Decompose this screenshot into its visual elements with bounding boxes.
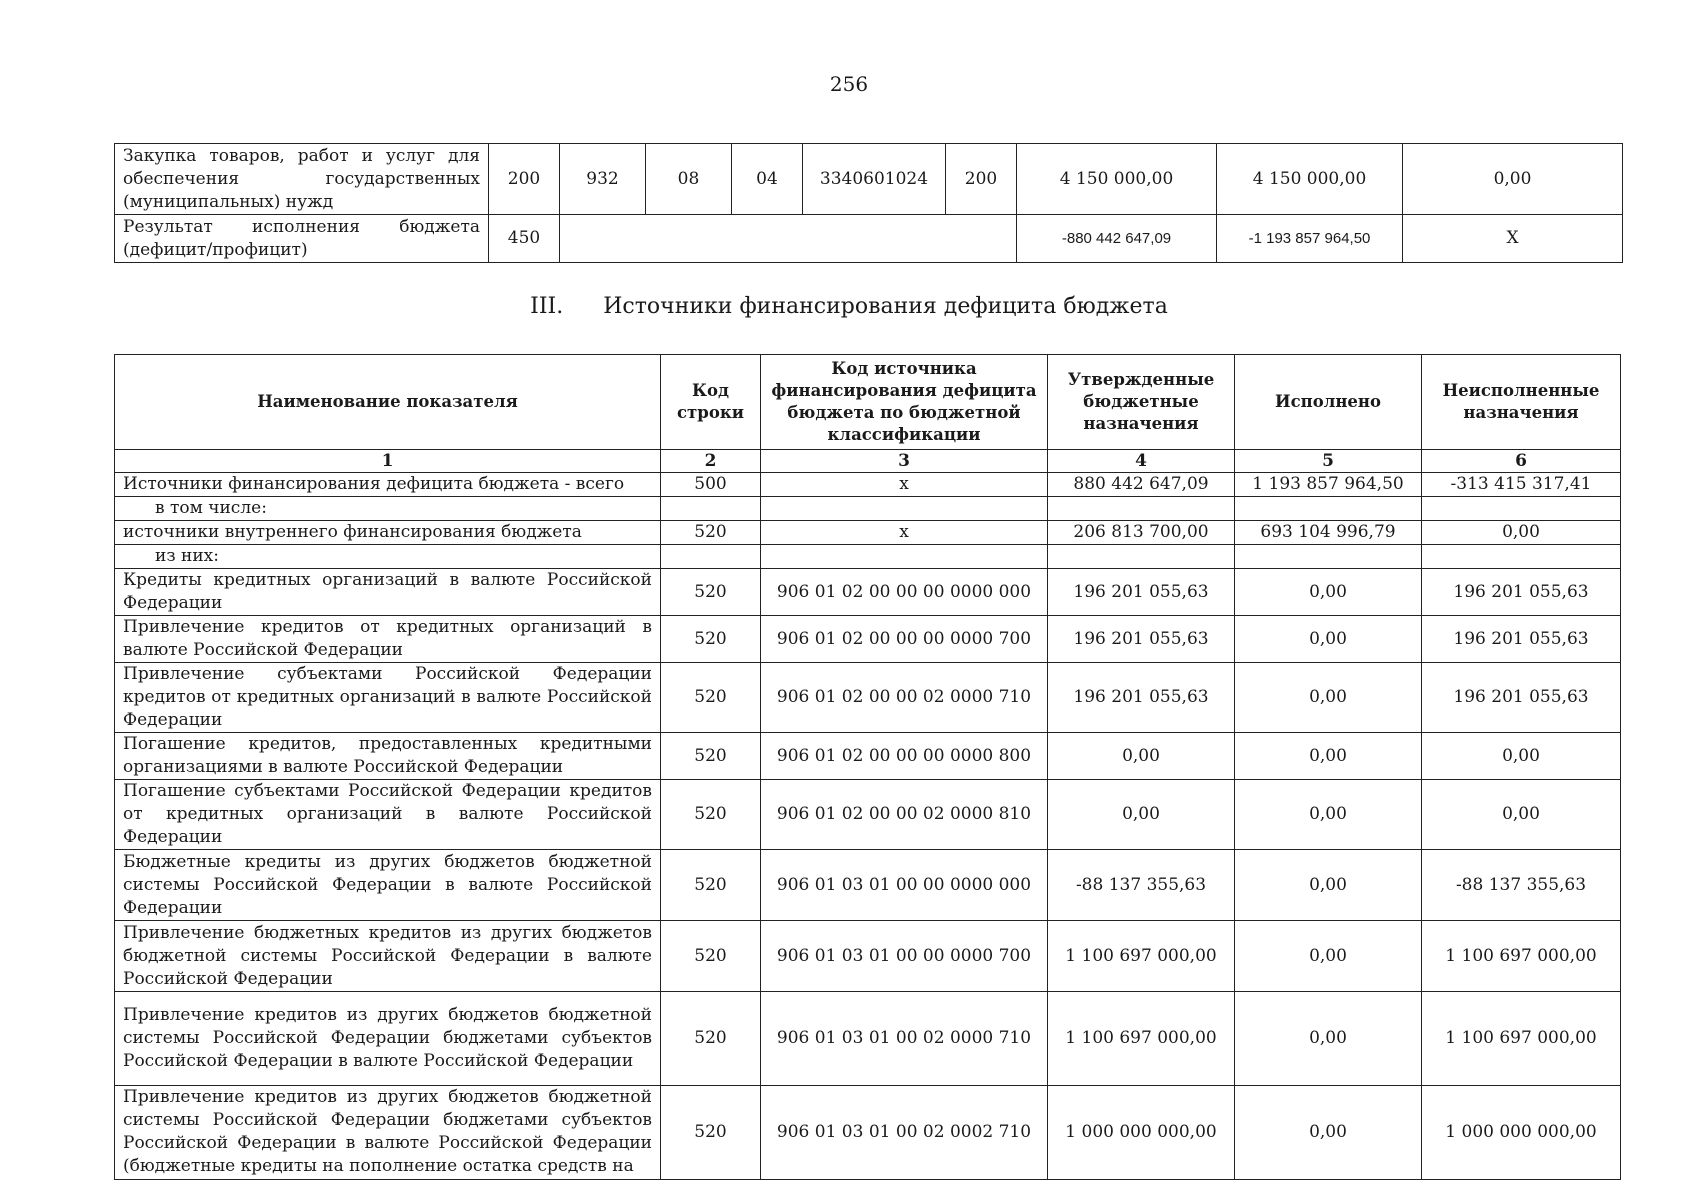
- column-index: 1: [115, 450, 661, 473]
- header-name: Наименование показателя: [115, 355, 661, 450]
- row-source-code: 906 01 02 00 00 02 0000 810: [761, 780, 1048, 850]
- column-index: 5: [1235, 450, 1422, 473]
- row-unexecuted: 1 100 697 000,00: [1422, 992, 1621, 1086]
- row-line-code: 520: [661, 616, 761, 663]
- row-name: Привлечение кредитов из других бюджетов бюджетной системы Российской Федерации бюджетами субъектов Российской Федерации в валюте Российской Федерации: [115, 992, 661, 1086]
- row-approved: 0,00: [1048, 780, 1235, 850]
- row-line-code: 520: [661, 569, 761, 616]
- row-unexecuted: 196 201 055,63: [1422, 569, 1621, 616]
- row-unexecuted: 0,00: [1422, 733, 1621, 780]
- header-executed: Исполнено: [1235, 355, 1422, 450]
- row-name: Бюджетные кредиты из других бюджетов бюджетной системы Российской Федерации в валюте Российской Федерации: [115, 850, 661, 921]
- section-number: III.: [530, 294, 564, 319]
- row-line-code: [661, 497, 761, 521]
- row-unexecuted: [1422, 545, 1621, 569]
- row-source-code: 906 01 02 00 00 00 0000 000: [761, 569, 1048, 616]
- row-executed: 693 104 996,79: [1235, 521, 1422, 545]
- row-source-code: 906 01 03 01 00 02 0000 710: [761, 992, 1048, 1086]
- row-approved: 4 150 000,00: [1017, 144, 1217, 215]
- row-approved: 1 100 697 000,00: [1048, 921, 1235, 992]
- row-executed: [1235, 545, 1422, 569]
- row-name: Погашение кредитов, предоставленных кредитными организациями в валюте Российской Федерации: [115, 733, 661, 780]
- row-unexecuted: X: [1403, 215, 1623, 263]
- row-approved: [1048, 545, 1235, 569]
- row-source-code: [761, 497, 1048, 521]
- row-approved: 206 813 700,00: [1048, 521, 1235, 545]
- row-source-code: 906 01 02 00 00 00 0000 800: [761, 733, 1048, 780]
- row-code-4: 3340601024: [803, 144, 946, 215]
- row-code-3: 04: [732, 144, 803, 215]
- row-unexecuted: 1 100 697 000,00: [1422, 921, 1621, 992]
- row-line-code: [661, 545, 761, 569]
- row-approved: 1 100 697 000,00: [1048, 992, 1235, 1086]
- row-name: Привлечение бюджетных кредитов из других бюджетов бюджетной системы Российской Федерации в валюте Российской Федерации: [115, 921, 661, 992]
- row-name: из них:: [115, 545, 661, 569]
- table-row: [115, 144, 1623, 215]
- column-index-row: [115, 450, 1621, 473]
- row-approved: [1048, 497, 1235, 521]
- table-row: [115, 616, 1621, 663]
- row-line-code: 200: [489, 144, 560, 215]
- row-name: Погашение субъектами Российской Федерации кредитов от кредитных организаций в валюте Российской Федерации: [115, 780, 661, 850]
- row-name: Привлечение кредитов из других бюджетов бюджетной системы Российской Федерации бюджетами субъектов Российской Федерации в валюте Российской Федерации (бюджетные кредиты на пополнение остатка средств на: [115, 1086, 661, 1180]
- row-executed: 0,00: [1235, 921, 1422, 992]
- table-row: [115, 921, 1621, 992]
- row-line-code: 450: [489, 215, 560, 263]
- header-source-code: Код источника финансирования дефицита бюджета по бюджетной классификации: [761, 355, 1048, 450]
- row-executed: 0,00: [1235, 992, 1422, 1086]
- table-row: [115, 473, 1621, 497]
- row-name: Закупка товаров, работ и услуг для обеспечения государственных (муниципальных) нужд: [115, 144, 489, 215]
- row-executed: -1 193 857 964,50: [1217, 215, 1403, 263]
- table-row: [115, 215, 1623, 263]
- section-heading: [0, 294, 1698, 319]
- table-row: [115, 1086, 1621, 1180]
- row-source-code: 906 01 02 00 00 00 0000 700: [761, 616, 1048, 663]
- row-code-1: 932: [560, 144, 646, 215]
- table-row: [115, 521, 1621, 545]
- row-line-code: 520: [661, 1086, 761, 1180]
- row-unexecuted: 196 201 055,63: [1422, 663, 1621, 733]
- row-executed: 0,00: [1235, 663, 1422, 733]
- section-title: Источники финансирования дефицита бюджета: [603, 294, 1168, 319]
- row-approved: 196 201 055,63: [1048, 663, 1235, 733]
- row-source-code: 906 01 03 01 00 02 0002 710: [761, 1086, 1048, 1180]
- row-executed: 0,00: [1235, 733, 1422, 780]
- page-number: 256: [829, 72, 869, 96]
- row-source-code: 906 01 02 00 00 02 0000 710: [761, 663, 1048, 733]
- row-executed: 0,00: [1235, 780, 1422, 850]
- row-name: Результат исполнения бюджета (дефицит/профицит): [115, 215, 489, 263]
- row-executed: 0,00: [1235, 850, 1422, 921]
- row-line-code: 520: [661, 992, 761, 1086]
- row-source-code: [761, 545, 1048, 569]
- row-line-code: 520: [661, 921, 761, 992]
- header-line-code: Код строки: [661, 355, 761, 450]
- row-unexecuted: 0,00: [1422, 521, 1621, 545]
- row-executed: 0,00: [1235, 616, 1422, 663]
- table-row: [115, 497, 1621, 521]
- column-index: 4: [1048, 450, 1235, 473]
- row-executed: 1 193 857 964,50: [1235, 473, 1422, 497]
- row-name: Кредиты кредитных организаций в валюте Российской Федерации: [115, 569, 661, 616]
- row-line-code: 500: [661, 473, 761, 497]
- table-row: [115, 992, 1621, 1086]
- row-unexecuted: 0,00: [1403, 144, 1623, 215]
- row-approved: 880 442 647,09: [1048, 473, 1235, 497]
- row-name: источники внутреннего финансирования бюджета: [115, 521, 661, 545]
- table-row: [115, 780, 1621, 850]
- row-approved: 196 201 055,63: [1048, 569, 1235, 616]
- financing-sources-table: [114, 354, 1621, 1180]
- row-source-code: 906 01 03 01 00 00 0000 000: [761, 850, 1048, 921]
- row-executed: 0,00: [1235, 569, 1422, 616]
- row-approved: -88 137 355,63: [1048, 850, 1235, 921]
- row-line-code: 520: [661, 663, 761, 733]
- table-row: [115, 850, 1621, 921]
- row-executed: 0,00: [1235, 1086, 1422, 1180]
- table-row: [115, 569, 1621, 616]
- header-unexecuted: Неисполненные назначения: [1422, 355, 1621, 450]
- row-unexecuted: -88 137 355,63: [1422, 850, 1621, 921]
- row-code-2: 08: [646, 144, 732, 215]
- row-unexecuted: -313 415 317,41: [1422, 473, 1621, 497]
- row-executed: 4 150 000,00: [1217, 144, 1403, 215]
- row-name: Привлечение субъектами Российской Федерации кредитов от кредитных организаций в валюте Российской Федерации: [115, 663, 661, 733]
- row-approved: 196 201 055,63: [1048, 616, 1235, 663]
- row-unexecuted: 1 000 000 000,00: [1422, 1086, 1621, 1180]
- table-row: [115, 545, 1621, 569]
- row-unexecuted: 0,00: [1422, 780, 1621, 850]
- row-unexecuted: 196 201 055,63: [1422, 616, 1621, 663]
- row-line-code: 520: [661, 780, 761, 850]
- row-source-code: 906 01 03 01 00 00 0000 700: [761, 921, 1048, 992]
- row-line-code: 520: [661, 521, 761, 545]
- row-name: в том числе:: [115, 497, 661, 521]
- header-approved: Утвержденные бюджетные назначения: [1048, 355, 1235, 450]
- merged-empty-cell: [560, 215, 1017, 263]
- column-index: 2: [661, 450, 761, 473]
- header-row: [115, 355, 1621, 450]
- table-row: [115, 663, 1621, 733]
- row-name: Привлечение кредитов от кредитных организаций в валюте Российской Федерации: [115, 616, 661, 663]
- row-source-code: x: [761, 521, 1048, 545]
- table-row: [115, 733, 1621, 780]
- row-unexecuted: [1422, 497, 1621, 521]
- column-index: 3: [761, 450, 1048, 473]
- row-source-code: x: [761, 473, 1048, 497]
- row-executed: [1235, 497, 1422, 521]
- row-code-5: 200: [946, 144, 1017, 215]
- row-approved: 0,00: [1048, 733, 1235, 780]
- column-index: 6: [1422, 450, 1621, 473]
- row-name: Источники финансирования дефицита бюджета - всего: [115, 473, 661, 497]
- row-approved: -880 442 647,09: [1017, 215, 1217, 263]
- row-approved: 1 000 000 000,00: [1048, 1086, 1235, 1180]
- expenses-table-continuation: [114, 143, 1623, 263]
- row-line-code: 520: [661, 850, 761, 921]
- row-line-code: 520: [661, 733, 761, 780]
